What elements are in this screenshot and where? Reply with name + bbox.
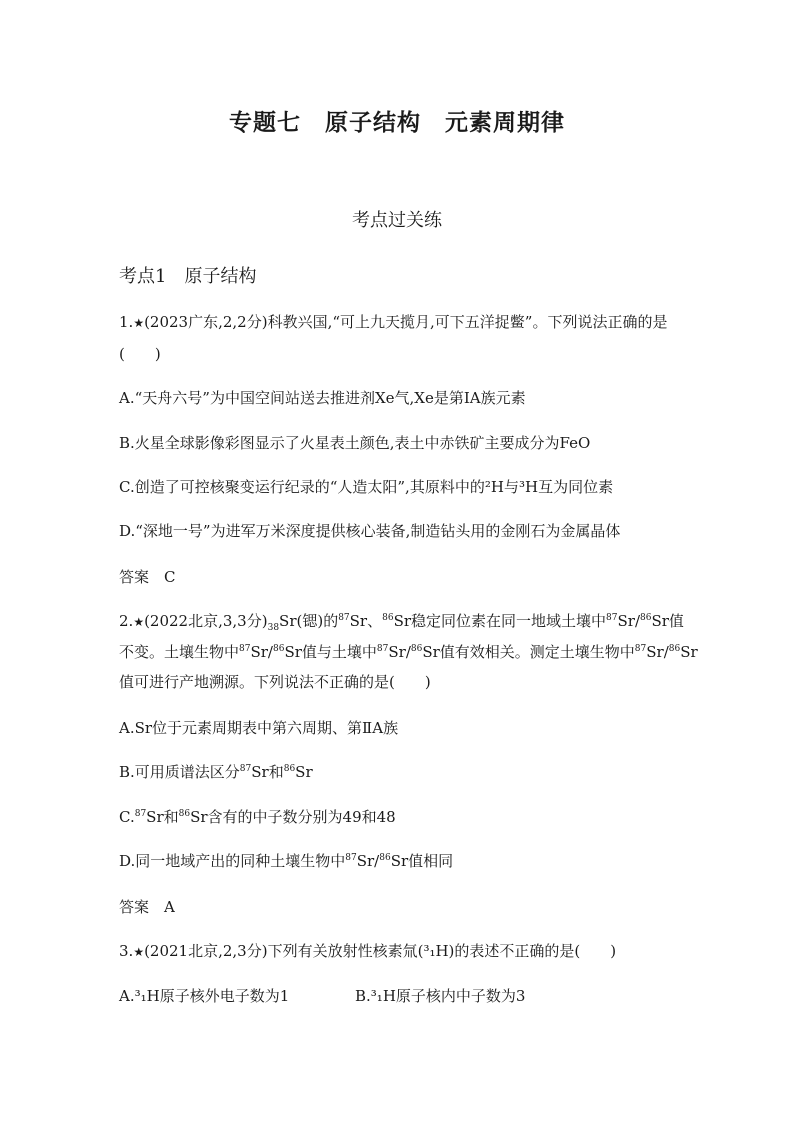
q3-option-a: A.³₁H原子核外电子数为1 (119, 987, 290, 1005)
q2-stem-line2: 不变。土壤生物中$^{87}$Sr/$^{86}$Sr值与土壤中$^{87}$Sr/$^{86}$Sr值有效相关。测定土壤生物中$^{87}$Sr/$^{86}$Sr (119, 643, 698, 661)
q2-option-d: D.同一地域产出的同种土壤生物中$^{87}$Sr/$^{86}$Sr值相同 (119, 852, 454, 870)
q2-answer: 答案 A (119, 898, 175, 916)
q2-option-c: C.$^{87}$Sr和$^{86}$Sr含有的中子数分别为49和48 (119, 808, 396, 826)
q2-stem-line3: 值可进行产地溯源。下列说法不正确的是( ) (119, 673, 431, 691)
q1-answer-paren: ( ) (119, 345, 161, 363)
q1-option-d: D.“深地一号”为进军万米深度提供核心装备,制造钻头用的金刚石为金属晶体 (119, 522, 621, 540)
q2-stem-line1: 2.★(2022北京,3,3分)$_{38}Sr$(锶)的$^{87}$Sr、$^{86}$Sr稳定同位素在同一地域土壤中$^{87}$Sr/$^{86}$Sr值 (119, 612, 684, 633)
star-icon: ★ (133, 615, 145, 629)
star-icon: ★ (133, 945, 145, 959)
q3-option-b: B.³₁H原子核内中子数为3 (355, 987, 526, 1005)
nuclide: ²H (484, 478, 504, 496)
star-icon: ★ (133, 316, 145, 330)
q1-stem: 1.★(2023广东,2,2分)科教兴国,“可上九天揽月,可下五洋捉鳖”。下列说法正确的是 (119, 313, 668, 331)
q3-stem: 3.★(2021北京,2,3分)下列有关放射性核素氚(³₁H)的表述不正确的是( ) (119, 942, 617, 960)
page-title: 专题七 原子结构 元素周期律 (229, 110, 565, 136)
nuclide: ³H (518, 478, 539, 496)
q2-option-b: B.可用质谱法区分$^{87}$Sr和$^{86}$Sr (119, 763, 313, 781)
q2-option-a: A.Sr位于元素周期表中第六周期、第ⅡA族 (119, 719, 399, 737)
page-subtitle: 考点过关练 (352, 210, 442, 231)
nuclide: ³₁H (370, 987, 396, 1005)
q1-answer: 答案 C (119, 568, 176, 586)
section-heading: 考点1 原子结构 (119, 266, 257, 287)
q1-option-a: A.“天舟六号”为中国空间站送去推进剂Xe气,Xe是第ⅠA族元素 (119, 389, 526, 407)
q1-option-b: B.火星全球影像彩图显示了火星表土颜色,表土中赤铁矿主要成分为FeO (119, 434, 591, 452)
q1-option-c: C.创造了可控核聚变运行纪录的“人造太阳”,其原料中的²H与³H互为同位素 (119, 478, 614, 496)
nuclide: ³₁H (423, 942, 449, 960)
nuclide: ³₁H (134, 987, 160, 1005)
